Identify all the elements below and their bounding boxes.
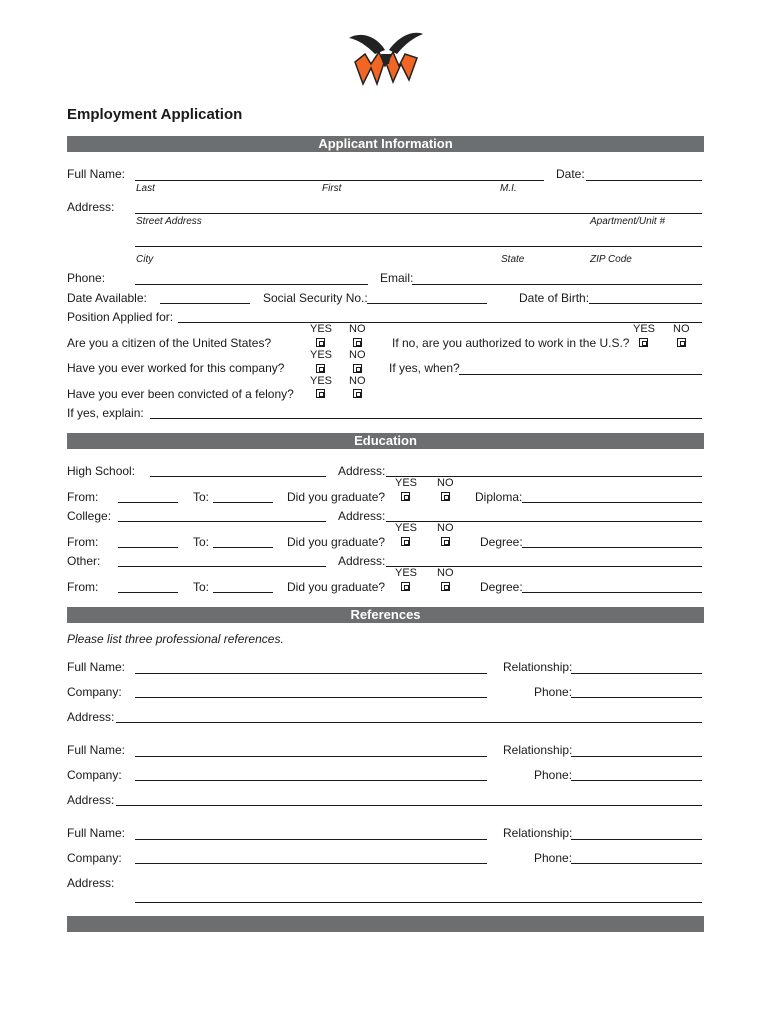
college-from-field[interactable]	[118, 547, 178, 548]
ref2-label-relationship: Relationship:	[503, 743, 573, 757]
position-field[interactable]	[178, 322, 702, 323]
other-field[interactable]	[118, 566, 326, 567]
ref3-phone-field[interactable]	[571, 863, 702, 864]
ref3-label-relationship: Relationship:	[503, 826, 573, 840]
label-dob: Date of Birth:	[519, 291, 590, 305]
ref1-label-relationship: Relationship:	[503, 660, 573, 674]
ref2-label-address: Address:	[67, 793, 115, 807]
ref1-phone-field[interactable]	[571, 697, 702, 698]
ref1-relationship-field[interactable]	[571, 673, 702, 674]
label-hs-to: To:	[193, 490, 210, 504]
college-degree-field[interactable]	[522, 547, 702, 548]
when-field[interactable]	[459, 374, 702, 375]
label-college-to: To:	[193, 535, 210, 549]
citizen-no-checkbox[interactable]	[353, 338, 362, 347]
footer-bar	[67, 916, 704, 932]
page-title: Employment Application	[67, 106, 243, 123]
label-other: Other:	[67, 554, 101, 568]
label-position: Position Applied for:	[67, 310, 174, 324]
label-high-school: High School:	[67, 464, 136, 478]
ref2-phone-field[interactable]	[571, 780, 702, 781]
other-from-field[interactable]	[118, 592, 178, 593]
ref2-address-field[interactable]	[116, 805, 702, 806]
ref1-label-full-name: Full Name:	[67, 660, 126, 674]
felony-question: Have you ever been convicted of a felony?	[67, 387, 294, 401]
college-graduate-no-checkbox[interactable]	[441, 537, 450, 546]
college-address-field[interactable]	[386, 521, 702, 522]
no-label: NO	[673, 323, 690, 335]
ref3-address-field[interactable]	[135, 902, 702, 903]
hs-from-field[interactable]	[118, 502, 178, 503]
other-address-field[interactable]	[386, 566, 702, 567]
label-college-from: From:	[67, 535, 99, 549]
label-college: College:	[67, 509, 112, 523]
other-graduate-no-checkbox[interactable]	[441, 582, 450, 591]
yes-label: YES	[395, 477, 418, 489]
date-field[interactable]	[586, 180, 702, 181]
worked-question: Have you ever worked for this company?	[67, 361, 285, 375]
other-graduate-question: Did you graduate?	[287, 580, 386, 594]
ref3-full-name-field[interactable]	[135, 839, 487, 840]
ref1-label-company: Company:	[67, 685, 122, 699]
label-full-name: Full Name:	[67, 167, 126, 181]
ref3-label-full-name: Full Name:	[67, 826, 126, 840]
label-phone: Phone:	[67, 271, 106, 285]
diploma-field[interactable]	[522, 502, 702, 503]
label-other-to: To:	[193, 580, 210, 594]
ref2-label-full-name: Full Name:	[67, 743, 126, 757]
ref2-label-phone: Phone:	[534, 768, 573, 782]
no-label: NO	[349, 323, 366, 335]
yes-label: YES	[395, 567, 418, 579]
other-graduate-yes-checkbox[interactable]	[401, 582, 410, 591]
street-address-field[interactable]	[135, 213, 702, 214]
label-hs-address: Address:	[338, 464, 386, 478]
ref3-company-field[interactable]	[135, 863, 487, 864]
other-degree-field[interactable]	[522, 592, 702, 593]
felony-yes-checkbox[interactable]	[316, 389, 325, 398]
hs-to-field[interactable]	[213, 502, 273, 503]
label-college-degree: Degree:	[480, 535, 523, 549]
ref1-label-address: Address:	[67, 710, 115, 724]
explain-field[interactable]	[150, 418, 702, 419]
ref3-relationship-field[interactable]	[571, 839, 702, 840]
label-address: Address:	[67, 200, 115, 214]
label-other-degree: Degree:	[480, 580, 523, 594]
ref2-label-company: Company:	[67, 768, 122, 782]
hs-graduate-no-checkbox[interactable]	[441, 492, 450, 501]
dob-field[interactable]	[589, 303, 702, 304]
ssn-field[interactable]	[367, 303, 487, 304]
ref1-label-phone: Phone:	[534, 685, 573, 699]
label-email: Email:	[380, 271, 414, 285]
ref1-address-field[interactable]	[116, 722, 702, 723]
hint-mi: M.I.	[500, 183, 517, 194]
hs-graduate-yes-checkbox[interactable]	[401, 492, 410, 501]
college-graduate-question: Did you graduate?	[287, 535, 386, 549]
authorized-no-checkbox[interactable]	[677, 338, 686, 347]
references-instruction: Please list three professional references.	[67, 632, 284, 646]
felony-no-checkbox[interactable]	[353, 389, 362, 398]
label-diploma: Diploma:	[475, 490, 523, 504]
phone-field[interactable]	[135, 284, 368, 285]
no-label: NO	[437, 567, 454, 579]
ref3-label-company: Company:	[67, 851, 122, 865]
hs-address-field[interactable]	[386, 476, 702, 477]
no-label: NO	[349, 375, 366, 387]
date-available-field[interactable]	[160, 303, 250, 304]
hint-street: Street Address	[136, 216, 202, 227]
section-bar-applicant: Applicant Information	[67, 136, 704, 152]
label-other-from: From:	[67, 580, 99, 594]
ref1-company-field[interactable]	[135, 697, 487, 698]
worked-no-checkbox[interactable]	[353, 364, 362, 373]
full-name-field[interactable]	[135, 180, 544, 181]
authorized-yes-checkbox[interactable]	[639, 338, 648, 347]
hint-zip: ZIP Code	[590, 254, 632, 265]
high-school-field[interactable]	[150, 476, 326, 477]
email-field[interactable]	[412, 284, 702, 285]
yes-label: YES	[633, 323, 656, 335]
citizen-question: Are you a citizen of the United States?	[67, 336, 272, 350]
hint-last: Last	[136, 183, 155, 194]
label-date-available: Date Available:	[67, 291, 147, 305]
yes-label: YES	[310, 349, 333, 361]
hint-city: City	[136, 254, 154, 265]
label-explain: If yes, explain:	[67, 406, 144, 420]
yes-label: YES	[310, 323, 333, 335]
section-bar-references: References	[67, 607, 704, 623]
section-bar-education: Education	[67, 433, 704, 449]
label-when: If yes, when?	[389, 361, 460, 375]
citizen-yes-checkbox[interactable]	[316, 338, 325, 347]
ref2-relationship-field[interactable]	[571, 756, 702, 757]
worked-yes-checkbox[interactable]	[316, 364, 325, 373]
label-other-address: Address:	[338, 554, 386, 568]
ref3-label-phone: Phone:	[534, 851, 573, 865]
yes-label: YES	[395, 522, 418, 534]
label-hs-from: From:	[67, 490, 99, 504]
ref2-company-field[interactable]	[135, 780, 487, 781]
other-to-field[interactable]	[213, 592, 273, 593]
no-label: NO	[437, 522, 454, 534]
ref2-full-name-field[interactable]	[135, 756, 487, 757]
company-logo	[345, 32, 427, 92]
hint-state: State	[501, 254, 525, 265]
hint-first: First	[322, 183, 342, 194]
hs-graduate-question: Did you graduate?	[287, 490, 386, 504]
authorized-question: If no, are you authorized to work in the U.S.?	[392, 336, 630, 350]
college-graduate-yes-checkbox[interactable]	[401, 537, 410, 546]
yes-label: YES	[310, 375, 333, 387]
college-field[interactable]	[118, 521, 326, 522]
no-label: NO	[437, 477, 454, 489]
label-college-address: Address:	[338, 509, 386, 523]
no-label: NO	[349, 349, 366, 361]
city-state-zip-field[interactable]	[135, 246, 702, 247]
college-to-field[interactable]	[213, 547, 273, 548]
hint-apt: Apartment/Unit #	[590, 216, 666, 227]
label-ssn: Social Security No.:	[263, 291, 368, 305]
ref3-label-address: Address:	[67, 876, 115, 890]
ref1-full-name-field[interactable]	[135, 673, 487, 674]
label-date: Date:	[556, 167, 585, 181]
